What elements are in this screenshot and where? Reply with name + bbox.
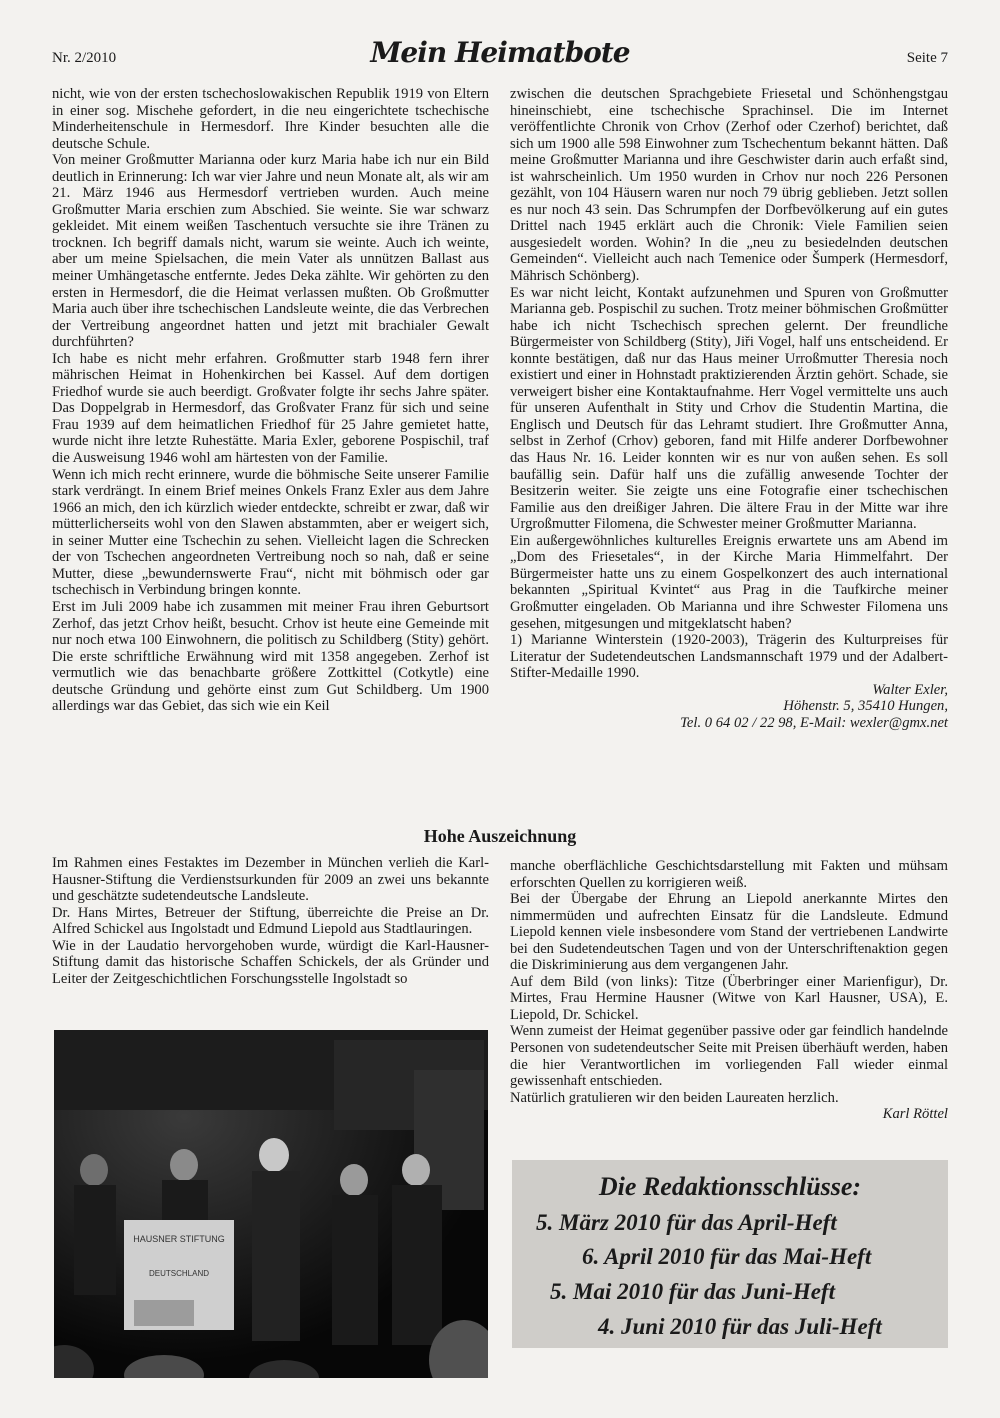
deadline-line: 5. Mai 2010 für das Juni-Heft: [550, 1279, 835, 1304]
lectern-text: HAUSNER STIFTUNG: [133, 1234, 225, 1244]
section-title: Hohe Auszeichnung: [423, 826, 577, 846]
paragraph: Erst im Juli 2009 habe ich zusammen mit meiner Frau ihren Geburtsort Zerhof, das jetzt Crhov heißt, besucht. Crhov ist heute eine Gemeinde mit nur noch etwa 100 Einwohnern, die politisch zu Schildberg (Stity) gehört. Die erste schriftliche Erwähnung wird mit 1358 angegeben. Zerhof ist vermutlich wie das benachbarte größere Zottkittel (Cotkytle) eine deutsche Gründung und gehörte einst zum Gut Schildberg. Um 1900 allerdings war das Gebiet, das sich wie ein Keil: [52, 598, 489, 715]
paragraph: Bei der Übergabe der Ehrung an Liepold anerkannte Mirtes den nimmermüden und aufrechten Einsatz für die Landsleute. Edmund Liepold kennen viele insbesondere vom Stand der vertriebenen Landwirte bei den Sudetendeutschen Tagen und von der Unterschriftenaktion gegen die Diskriminierung aus dem vergangenen Jahr.: [510, 891, 948, 974]
article-right-column: [510, 86, 948, 731]
paragraph: Wenn zumeist der Heimat gegenüber passive oder gar feindlich handelnde Personen von sudetendeutscher Seite mit Preisen überhäuft werden, haben die hier Verantwortlichen im vorliegenden Fall wieder einmal gewissenhaft entschieden.: [510, 1023, 948, 1090]
article-left-column: [52, 86, 489, 715]
award-ceremony-photo: [54, 1030, 488, 1378]
deadline-line: 4. Juni 2010 für das Juli-Heft: [598, 1314, 882, 1339]
deadline-line: 5. März 2010 für das April-Heft: [536, 1210, 837, 1235]
author-signature: Karl Röttel: [882, 1106, 948, 1123]
deadline-line: 6. April 2010 für das Mai-Heft: [582, 1244, 872, 1269]
paragraph: manche oberflächliche Geschichtsdarstellung mit Fakten und mühsam erforschten Quellen zu korrigieren weiß.: [510, 858, 948, 891]
lectern-text: DEUTSCHLAND: [148, 1269, 210, 1278]
author-address: Höhenstr. 5, 35410 Hungen,: [783, 698, 948, 715]
paragraph: Natürlich gratulieren wir den beiden Laureaten herzlich.: [510, 1089, 839, 1106]
paragraph: nicht, wie von der ersten tschechoslowakischen Republik 1919 von Eltern in einer sog. Mischehe gefordert, in die neu eingerichtete tschechische Minderheitenschule in Hermesdorf. Ihre Kinder besuchten alle die deutsche Schule.: [52, 86, 489, 152]
award-right-column: [510, 858, 948, 1123]
paragraph: zwischen die deutschen Sprachgebiete Friesetal und Schönhengstgau hineinschiebt, eine tschechische Sprachinsel. Die im Internet veröffentlichte Chronik von Crhov (Zerhof oder Czerhof) berichtet, daß sich um 1900 alle 598 Einwohner zum Tschechentum bekannt hätten. Daß meine Großmutter Marianna und ihre Geschwister darin auch erfaßt sind, ist wahrscheinlich. Um 1950 wurden in Crhov nur noch 226 Personen gezählt, von 104 Häusern waren nur noch 79 übrig geblieben. Jetzt sollen es nur noch 43 sein. Das Schrumpfen der Dorfbevölkerung auf ein gutes Drittel nach 1945 erklärt auch die Chronik: Viele Familien seien ausgesiedelt worden. Wohin? In die „neu zu besiedelnden deutschen Gemeinden“. Vielleicht auch nach Temenice oder Šumperk (Hermesdorf, Mährisch Schönberg).: [510, 86, 948, 285]
deadlines-box: [512, 1160, 948, 1348]
deadlines-title: Die Redaktionsschlüsse:: [598, 1172, 862, 1201]
footnote: 1) Marianne Winterstein (1920-2003), Trägerin des Kulturpreises für Literatur der Sudetendeutschen Landsmannschaft 1979 und der Adalbert-Stifter-Medaille 1990.: [510, 632, 948, 682]
paragraph: Wie in der Laudatio hervorgehoben wurde, würdigt die Karl-Hausner-Stiftung damit das historische Schaffen Schickels, der als Gründer und Leiter der Zeitgeschichtlichen Forschungsstelle Ingolstadt so: [52, 937, 489, 987]
paragraph: Es war nicht leicht, Kontakt aufzunehmen und Spuren von Großmutter Marianna geb. Pospischil zu suchen. Trotz meiner böhmischen Großmütter habe ich nicht Tschechisch sprechen gelernt. Der freundliche Bürgermeister von Schildberg (Stity), Jiři Vogel, half uns entscheidend. Er konnte bestätigen, daß nur das Haus meiner Urroßmutter Theresia noch existiert und einer in Hohnstadt praktizierenden Ärztin gehört. Schade, sie verweigert bisher eine Kontaktaufnahme. Herr Vogel vermittelte uns auch für unseren Aufenthalt in Stity und Crhov die Studentin Martina, die Englisch und Deutsch für das Lehramt studiert. Ihre Großmutter Anna, selbst in Zerhof (Crhov) geboren, fand mit Hilfe anderer Dorfbewohner das Haus Nr. 16. Leider konnten wir es nur von außen sehen. Es soll baufällig sein. Dafür half uns die zufällig anwesende Tochter der Besitzerin weiter. Sie zeigte uns eine Fotografie einer tschechischen Familie aus den dreißiger Jahren. Die ältere Frau in der Mitte war ihre Urgroßmutter Filomena, die Schwester meiner Großmutter Marianna.: [510, 284, 948, 533]
page-number: Seite 7: [906, 50, 948, 66]
masthead-logo: Mein Heimatbote: [370, 36, 630, 69]
paragraph: Von meiner Großmutter Marianna oder kurz Maria habe ich nur ein Bild deutlich in Erinnerung: Ich war vier Jahre und neun Monate alt, als wir am 21. März 1946 aus Hermesdorf vertrieben wurden. Auch meine Großmutter Maria erschien zum Abschied. Sie weinte. Sie war schwarz gekleidet. Mit einem weißen Taschentuch versuchte sie ihre Tränen zu trocknen. Ich begriff damals nicht, warum sie weinte. Auch ich weinte, aber um meine Spielsachen, die mein Vater als unnützen Ballast aus meiner Umhängetasche entfernte. Jedes Deka zählte. Wir gehörten zu den ersten in Hermesdorf, die die Heimat verlassen mußten. Ob Großmutter Maria auch über ihre tschechischen Landsleute weinte, die das Verbrechen der Vertreibung angeordnet hatten und jetzt mit brachialer Gewalt durchführten?: [52, 152, 489, 351]
ceremony-scene: [54, 1030, 488, 1378]
award-left-column: [52, 855, 489, 987]
paragraph: Auf dem Bild (von links): Titze (Überbringer einer Marienfigur), Dr. Mirtes, Frau Hermine Hausner (Witwe von Karl Hausner, USA), E. Liepold, Dr. Schickel.: [510, 973, 948, 1023]
paragraph: Ich habe es nicht mehr erfahren. Großmutter starb 1948 fern ihrer mährischen Heimat in Hohenkirchen bei Kassel. Auf dem dortigen Friedhof wurde sie auch beerdigt. Großvater folgte ihr sechs Jahre später. Das Doppelgrab in Hermesdorf, das Großvater Franz für sich und seine Frau 1939 auf dem heimatlichen Friedhof für 25 Jahre gemietet hatte, wurde nicht ihre letzte Ruhestätte. Maria Exler, geborene Pospischil, traf die Ausweisung 1946 wohl am härtesten von der Familie.: [52, 350, 489, 467]
paragraph: Dr. Hans Mirtes, Betreuer der Stiftung, überreichte die Preise an Dr. Alfred Schickel aus Ingolstadt und Edmund Liepold aus Stadtlauringen.: [52, 904, 489, 938]
issue-number: Nr. 2/2010: [52, 50, 117, 66]
paragraph: Wenn ich mich recht erinnere, wurde die böhmische Seite unserer Familie stark verdrängt. In einem Brief meines Onkels Franz Exler aus dem Jahre 1966 an mich, den ich kürzlich wieder entdeckte, schreibt er zwar, daß wir mütterlicherseits wohl von den Slawen abstammten, aber er weigert sich, in seiner Mutter eine Tschechin zu sehen. Vielleicht lagen die Schrecken der von Tschechen angeordneten Vertreibung noch so nah, daß er seine Mutter, diese „bewundernswerte Frau“, nicht mit böhmisch oder gar tschechisch in Verbindung bringen konnte.: [52, 466, 489, 599]
author-name: Walter Exler,: [872, 681, 948, 698]
paragraph: Ein außergewöhnliches kulturelles Ereignis erwartete uns am Abend im „Dom des Friesetales“, in der Kirche Maria Himmelfahrt. Der Bürgermeister hatte uns zu einem Gospelkonzert des auch international bekannten „Spiritual Kvintet“ aus Prag in die Taufkirche meiner Großmutter eingeladen. Ob Marianna und ihre Schwester Filomena uns gesehen, mitgesungen und mitgeklatscht haben?: [510, 532, 948, 632]
author-contact: Tel. 0 64 02 / 22 98, E-Mail: wexler@gmx.net: [680, 714, 948, 731]
paragraph: Im Rahmen eines Festaktes im Dezember in München verlieh die Karl-Hausner-Stiftung die Verdienstsurkunden für 2009 an zwei uns bekannte und geschätzte sudetendeutsche Landsleute.: [52, 855, 489, 905]
